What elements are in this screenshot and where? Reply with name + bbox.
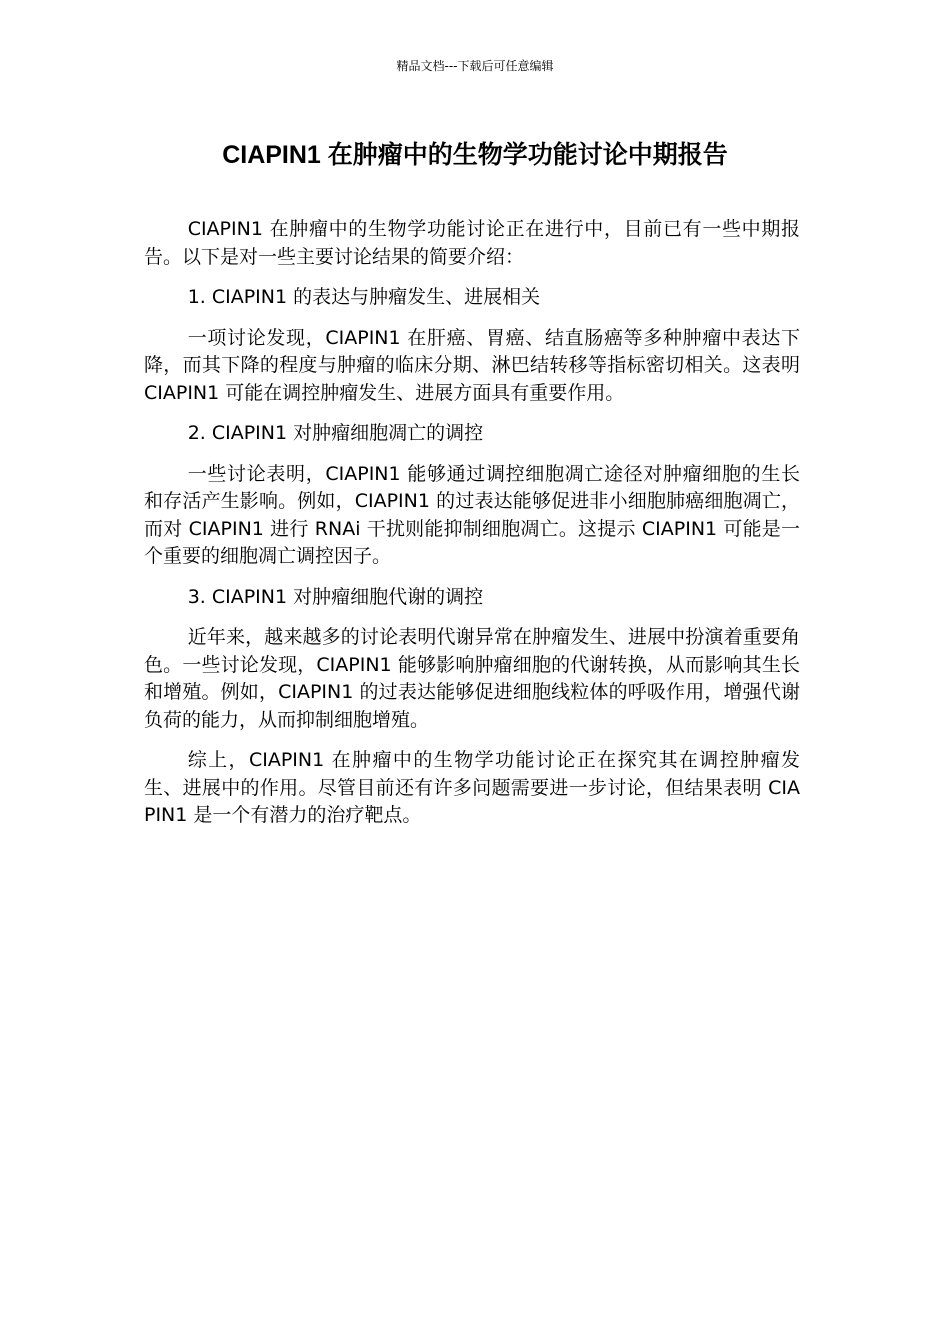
section-heading-2: 2. CIAPIN1 对肿瘤细胞凋亡的调控 — [187, 422, 484, 444]
document-title: CIAPIN1 在肿瘤中的生物学功能讨论中期报告 — [222, 141, 728, 169]
paragraph-section-2: 一些讨论表明，CIAPIN1 能够通过调控细胞凋亡途径对肿瘤细胞的生长和存活产生影响。例如，CIAPIN1 的过表达能够促进非小细胞肺癌细胞凋亡，而对 CIAPIN1 进行 RNAi 干扰则能抑制细胞凋亡。这提示 CIAPIN1 可能是一个重要的细胞凋亡调控因子。 — [144, 462, 800, 567]
document-body — [144, 216, 800, 843]
paragraph-section-1: 一项讨论发现，CIAPIN1 在肝癌、胃癌、结直肠癌等多种肿瘤中表达下降，而其下降的程度与肿瘤的临床分期、淋巴结转移等指标密切相关。这表明 CIAPIN1 可能在调控肿瘤发生、进展方面具有重要作用。 — [144, 326, 800, 404]
paragraph-conclusion: 综上，CIAPIN1 在肿瘤中的生物学功能讨论正在探究其在调控肿瘤发生、进展中的作用。尽管目前还有许多问题需要进一步讨论，但结果表明 CIAPIN1 是一个有潜力的治疗靶点。 — [144, 749, 800, 826]
section-heading-3: 3. CIAPIN1 对肿瘤细胞代谢的调控 — [187, 585, 484, 608]
section-heading-1: 1. CIAPIN1 的表达与肿瘤发生、进展相关 — [187, 286, 541, 308]
paragraph-intro: CIAPIN1 在肿瘤中的生物学功能讨论正在进行中，目前已有一些中期报告。以下是对一些主要讨论结果的简要介绍： — [144, 218, 800, 268]
header-note: 精品文档---下载后可任意编辑 — [396, 59, 554, 73]
paragraph-section-3: 近年来，越来越多的讨论表明代谢异常在肿瘤发生、进展中扮演着重要角色。一些讨论发现，CIAPIN1 能够影响肿瘤细胞的代谢转换，从而影响其生长和增殖。例如，CIAPIN1 的过表达能够促进细胞线粒体的呼吸作用，增强代谢负荷的能力，从而抑制细胞增殖。 — [144, 626, 800, 731]
